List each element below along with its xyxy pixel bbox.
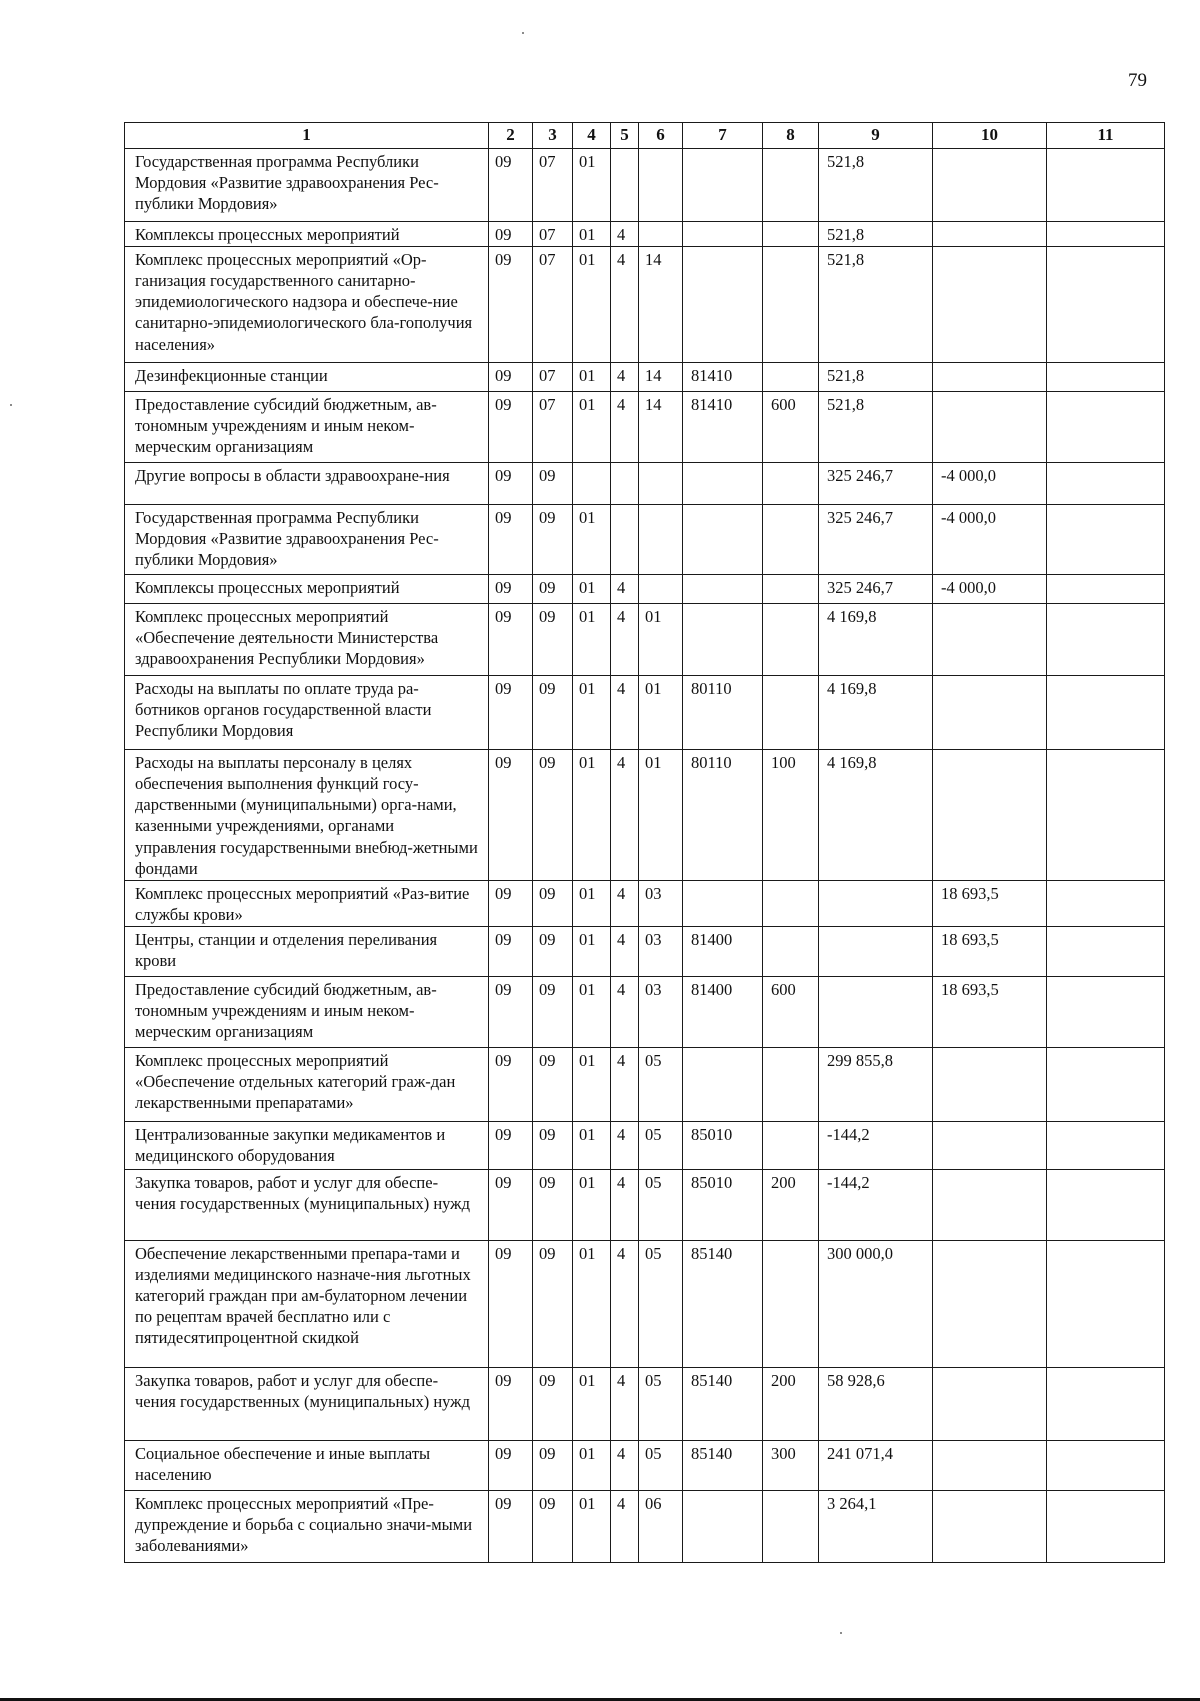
row-name-cell: Комплекс процессных мероприятий «Обеспечение деятельности Министерства здравоохранения Республики Мордовия» bbox=[125, 604, 489, 676]
extra-amount-cell bbox=[1047, 604, 1165, 676]
table-row bbox=[125, 1240, 1165, 1367]
type-code-cell: 4 bbox=[611, 392, 639, 463]
amount-cell: 4 169,8 bbox=[819, 676, 933, 750]
type-code-cell: 4 bbox=[611, 1240, 639, 1367]
amount-change-cell bbox=[933, 1240, 1047, 1367]
program-code-cell: 01 bbox=[573, 1047, 611, 1121]
row-name-cell: Центры, станции и отделения переливания крови bbox=[125, 926, 489, 976]
row-name-cell: Обеспечение лекарственными препара-тами и изделиями медицинского назначе-ния льготных категорий граждан при ам-булаторном лечении по рецептам врачей бесплатно или с пятидесятипроцентной скидкой bbox=[125, 1240, 489, 1367]
row-name-cell: Расходы на выплаты по оплате труда ра-ботников органов государственной власти Республики Мордовия bbox=[125, 676, 489, 750]
complex-code-cell bbox=[639, 575, 683, 604]
section-code-cell: 09 bbox=[489, 575, 533, 604]
subsection-code-cell: 09 bbox=[533, 575, 573, 604]
extra-amount-cell bbox=[1047, 149, 1165, 222]
expense-type-cell bbox=[763, 247, 819, 363]
amount-change-cell bbox=[933, 1169, 1047, 1240]
table-body bbox=[125, 149, 1165, 1563]
program-code-cell: 01 bbox=[573, 392, 611, 463]
row-name-cell: Предоставление субсидий бюджетным, ав-тономным учреждениям и иным неком-мерческим организациям bbox=[125, 392, 489, 463]
scan-speck bbox=[522, 32, 524, 34]
type-code-cell: 4 bbox=[611, 575, 639, 604]
program-code-cell: 01 bbox=[573, 676, 611, 750]
budget-table bbox=[124, 122, 1165, 1563]
extra-amount-cell bbox=[1047, 1240, 1165, 1367]
program-code-cell: 01 bbox=[573, 880, 611, 926]
subsection-code-cell: 09 bbox=[533, 1169, 573, 1240]
row-name-cell: Расходы на выплаты персоналу в целях обеспечения выполнения функций госу-дарственными (муниципальными) орга-нами, казенными учреждениями, органами управления государственными внебюд-жетными фондами bbox=[125, 750, 489, 881]
subsection-code-cell: 09 bbox=[533, 1121, 573, 1169]
subsection-code-cell: 09 bbox=[533, 676, 573, 750]
amount-cell: 4 169,8 bbox=[819, 604, 933, 676]
program-code-cell: 01 bbox=[573, 1121, 611, 1169]
scan-speck bbox=[10, 404, 12, 406]
column-header: 11 bbox=[1047, 123, 1165, 149]
direction-code-cell bbox=[683, 463, 763, 505]
amount-cell: -144,2 bbox=[819, 1169, 933, 1240]
direction-code-cell bbox=[683, 604, 763, 676]
amount-cell: 4 169,8 bbox=[819, 750, 933, 881]
section-code-cell: 09 bbox=[489, 926, 533, 976]
amount-change-cell bbox=[933, 604, 1047, 676]
extra-amount-cell bbox=[1047, 926, 1165, 976]
complex-code-cell bbox=[639, 463, 683, 505]
expense-type-cell: 200 bbox=[763, 1367, 819, 1440]
amount-change-cell bbox=[933, 149, 1047, 222]
complex-code-cell: 03 bbox=[639, 880, 683, 926]
section-code-cell: 09 bbox=[489, 505, 533, 575]
extra-amount-cell bbox=[1047, 1169, 1165, 1240]
amount-change-cell bbox=[933, 1047, 1047, 1121]
amount-change-cell: 18 693,5 bbox=[933, 926, 1047, 976]
type-code-cell: 4 bbox=[611, 1169, 639, 1240]
expense-type-cell bbox=[763, 676, 819, 750]
table-row bbox=[125, 1121, 1165, 1169]
subsection-code-cell: 09 bbox=[533, 1367, 573, 1440]
table-row bbox=[125, 976, 1165, 1047]
table-row bbox=[125, 604, 1165, 676]
direction-code-cell: 81400 bbox=[683, 926, 763, 976]
direction-code-cell: 85140 bbox=[683, 1240, 763, 1367]
amount-cell: 58 928,6 bbox=[819, 1367, 933, 1440]
row-name-cell: Комплекс процессных мероприятий «Раз-витие службы крови» bbox=[125, 880, 489, 926]
expense-type-cell: 600 bbox=[763, 976, 819, 1047]
row-name-cell: Социальное обеспечение и иные выплаты населению bbox=[125, 1440, 489, 1490]
amount-cell: 521,8 bbox=[819, 222, 933, 247]
type-code-cell: 4 bbox=[611, 880, 639, 926]
section-code-cell: 09 bbox=[489, 1169, 533, 1240]
direction-code-cell bbox=[683, 1047, 763, 1121]
program-code-cell: 01 bbox=[573, 247, 611, 363]
complex-code-cell bbox=[639, 222, 683, 247]
subsection-code-cell: 07 bbox=[533, 363, 573, 392]
direction-code-cell: 85010 bbox=[683, 1121, 763, 1169]
subsection-code-cell: 07 bbox=[533, 222, 573, 247]
expense-type-cell: 100 bbox=[763, 750, 819, 881]
subsection-code-cell: 09 bbox=[533, 1490, 573, 1562]
column-header: 2 bbox=[489, 123, 533, 149]
program-code-cell: 01 bbox=[573, 926, 611, 976]
type-code-cell: 4 bbox=[611, 1440, 639, 1490]
direction-code-cell bbox=[683, 575, 763, 604]
amount-change-cell bbox=[933, 1490, 1047, 1562]
section-code-cell: 09 bbox=[489, 976, 533, 1047]
expense-type-cell bbox=[763, 363, 819, 392]
amount-cell bbox=[819, 976, 933, 1047]
amount-cell: 325 246,7 bbox=[819, 463, 933, 505]
row-name-cell: Закупка товаров, работ и услуг для обеспе-чения государственных (муниципальных) нужд bbox=[125, 1367, 489, 1440]
type-code-cell: 4 bbox=[611, 604, 639, 676]
subsection-code-cell: 09 bbox=[533, 505, 573, 575]
direction-code-cell: 85140 bbox=[683, 1440, 763, 1490]
expense-type-cell: 600 bbox=[763, 392, 819, 463]
table-row bbox=[125, 750, 1165, 881]
extra-amount-cell bbox=[1047, 1367, 1165, 1440]
table-row bbox=[125, 149, 1165, 222]
section-code-cell: 09 bbox=[489, 1367, 533, 1440]
extra-amount-cell bbox=[1047, 880, 1165, 926]
complex-code-cell: 01 bbox=[639, 750, 683, 881]
direction-code-cell bbox=[683, 149, 763, 222]
column-header: 5 bbox=[611, 123, 639, 149]
section-code-cell: 09 bbox=[489, 247, 533, 363]
amount-change-cell: -4 000,0 bbox=[933, 463, 1047, 505]
extra-amount-cell bbox=[1047, 505, 1165, 575]
column-header: 4 bbox=[573, 123, 611, 149]
amount-cell: 3 264,1 bbox=[819, 1490, 933, 1562]
table-row bbox=[125, 880, 1165, 926]
program-code-cell: 01 bbox=[573, 1440, 611, 1490]
section-code-cell: 09 bbox=[489, 392, 533, 463]
column-header: 7 bbox=[683, 123, 763, 149]
column-header: 9 bbox=[819, 123, 933, 149]
section-code-cell: 09 bbox=[489, 363, 533, 392]
subsection-code-cell: 09 bbox=[533, 926, 573, 976]
scan-speck bbox=[840, 1632, 842, 1634]
program-code-cell: 01 bbox=[573, 750, 611, 881]
amount-change-cell bbox=[933, 363, 1047, 392]
subsection-code-cell: 09 bbox=[533, 750, 573, 881]
row-name-cell: Комплекс процессных мероприятий «Ор-ганизация государственного санитарно-эпидемиологического надзора и обеспече-ние санитарно-эпидемиологического бла-гополучия населения» bbox=[125, 247, 489, 363]
type-code-cell: 4 bbox=[611, 363, 639, 392]
subsection-code-cell: 07 bbox=[533, 247, 573, 363]
row-name-cell: Дезинфекционные станции bbox=[125, 363, 489, 392]
direction-code-cell: 81410 bbox=[683, 363, 763, 392]
table-row bbox=[125, 1169, 1165, 1240]
extra-amount-cell bbox=[1047, 575, 1165, 604]
section-code-cell: 09 bbox=[489, 1440, 533, 1490]
amount-change-cell bbox=[933, 676, 1047, 750]
complex-code-cell: 01 bbox=[639, 676, 683, 750]
extra-amount-cell bbox=[1047, 363, 1165, 392]
section-code-cell: 09 bbox=[489, 604, 533, 676]
complex-code-cell: 05 bbox=[639, 1440, 683, 1490]
direction-code-cell: 85010 bbox=[683, 1169, 763, 1240]
subsection-code-cell: 09 bbox=[533, 463, 573, 505]
table-row bbox=[125, 575, 1165, 604]
type-code-cell bbox=[611, 149, 639, 222]
table-row bbox=[125, 222, 1165, 247]
row-name-cell: Закупка товаров, работ и услуг для обеспе-чения государственных (муниципальных) нужд bbox=[125, 1169, 489, 1240]
subsection-code-cell: 09 bbox=[533, 880, 573, 926]
subsection-code-cell: 09 bbox=[533, 1047, 573, 1121]
expense-type-cell bbox=[763, 604, 819, 676]
expense-type-cell bbox=[763, 1047, 819, 1121]
program-code-cell: 01 bbox=[573, 505, 611, 575]
type-code-cell: 4 bbox=[611, 1121, 639, 1169]
amount-cell: 521,8 bbox=[819, 149, 933, 222]
section-code-cell: 09 bbox=[489, 676, 533, 750]
row-name-cell: Комплексы процессных мероприятий bbox=[125, 222, 489, 247]
extra-amount-cell bbox=[1047, 1047, 1165, 1121]
amount-change-cell: -4 000,0 bbox=[933, 505, 1047, 575]
subsection-code-cell: 09 bbox=[533, 604, 573, 676]
amount-cell: 300 000,0 bbox=[819, 1240, 933, 1367]
direction-code-cell: 81410 bbox=[683, 392, 763, 463]
amount-change-cell bbox=[933, 222, 1047, 247]
amount-cell: -144,2 bbox=[819, 1121, 933, 1169]
subsection-code-cell: 09 bbox=[533, 1440, 573, 1490]
amount-cell: 325 246,7 bbox=[819, 505, 933, 575]
expense-type-cell bbox=[763, 575, 819, 604]
expense-type-cell bbox=[763, 880, 819, 926]
direction-code-cell: 81400 bbox=[683, 976, 763, 1047]
section-code-cell: 09 bbox=[489, 1121, 533, 1169]
program-code-cell: 01 bbox=[573, 363, 611, 392]
row-name-cell: Комплекс процессных мероприятий «Обеспечение отдельных категорий граж-дан лекарственными препаратами» bbox=[125, 1047, 489, 1121]
column-header: 10 bbox=[933, 123, 1047, 149]
program-code-cell: 01 bbox=[573, 1169, 611, 1240]
program-code-cell: 01 bbox=[573, 976, 611, 1047]
table-row bbox=[125, 1047, 1165, 1121]
section-code-cell: 09 bbox=[489, 750, 533, 881]
complex-code-cell bbox=[639, 505, 683, 575]
complex-code-cell: 05 bbox=[639, 1367, 683, 1440]
program-code-cell: 01 bbox=[573, 1240, 611, 1367]
row-name-cell: Комплексы процессных мероприятий bbox=[125, 575, 489, 604]
amount-change-cell bbox=[933, 1440, 1047, 1490]
complex-code-cell: 14 bbox=[639, 247, 683, 363]
direction-code-cell bbox=[683, 222, 763, 247]
program-code-cell: 01 bbox=[573, 222, 611, 247]
amount-change-cell: 18 693,5 bbox=[933, 976, 1047, 1047]
extra-amount-cell bbox=[1047, 976, 1165, 1047]
column-header: 3 bbox=[533, 123, 573, 149]
table-row bbox=[125, 1367, 1165, 1440]
complex-code-cell: 05 bbox=[639, 1169, 683, 1240]
amount-cell bbox=[819, 926, 933, 976]
subsection-code-cell: 07 bbox=[533, 392, 573, 463]
extra-amount-cell bbox=[1047, 247, 1165, 363]
table-row bbox=[125, 505, 1165, 575]
section-code-cell: 09 bbox=[489, 1240, 533, 1367]
row-name-cell: Государственная программа Республики Мордовия «Развитие здравоохранения Рес-публики Мордовия» bbox=[125, 149, 489, 222]
extra-amount-cell bbox=[1047, 1440, 1165, 1490]
expense-type-cell bbox=[763, 1240, 819, 1367]
row-name-cell: Централизованные закупки медикаментов и медицинского оборудования bbox=[125, 1121, 489, 1169]
row-name-cell: Комплекс процессных мероприятий «Пре-дупреждение и борьба с социально значи-мыми заболеваниями» bbox=[125, 1490, 489, 1562]
direction-code-cell: 80110 bbox=[683, 750, 763, 881]
subsection-code-cell: 07 bbox=[533, 149, 573, 222]
amount-cell: 241 071,4 bbox=[819, 1440, 933, 1490]
complex-code-cell: 05 bbox=[639, 1240, 683, 1367]
column-header: 1 bbox=[125, 123, 489, 149]
type-code-cell: 4 bbox=[611, 976, 639, 1047]
extra-amount-cell bbox=[1047, 676, 1165, 750]
type-code-cell: 4 bbox=[611, 1490, 639, 1562]
amount-cell: 521,8 bbox=[819, 247, 933, 363]
expense-type-cell bbox=[763, 1490, 819, 1562]
complex-code-cell: 14 bbox=[639, 392, 683, 463]
amount-cell bbox=[819, 880, 933, 926]
program-code-cell bbox=[573, 463, 611, 505]
program-code-cell: 01 bbox=[573, 575, 611, 604]
extra-amount-cell bbox=[1047, 1121, 1165, 1169]
amount-change-cell bbox=[933, 1121, 1047, 1169]
program-code-cell: 01 bbox=[573, 1367, 611, 1440]
complex-code-cell: 14 bbox=[639, 363, 683, 392]
section-code-cell: 09 bbox=[489, 1047, 533, 1121]
direction-code-cell bbox=[683, 880, 763, 926]
direction-code-cell bbox=[683, 505, 763, 575]
amount-change-cell bbox=[933, 247, 1047, 363]
row-name-cell: Предоставление субсидий бюджетным, ав-тономным учреждениям и иным неком-мерческим организациям bbox=[125, 976, 489, 1047]
expense-type-cell bbox=[763, 505, 819, 575]
amount-cell: 325 246,7 bbox=[819, 575, 933, 604]
expense-type-cell bbox=[763, 149, 819, 222]
column-header: 6 bbox=[639, 123, 683, 149]
amount-change-cell bbox=[933, 1367, 1047, 1440]
section-code-cell: 09 bbox=[489, 222, 533, 247]
table-row bbox=[125, 1440, 1165, 1490]
amount-cell: 521,8 bbox=[819, 392, 933, 463]
direction-code-cell bbox=[683, 1490, 763, 1562]
amount-cell: 521,8 bbox=[819, 363, 933, 392]
table-row bbox=[125, 676, 1165, 750]
extra-amount-cell bbox=[1047, 463, 1165, 505]
type-code-cell bbox=[611, 505, 639, 575]
complex-code-cell: 03 bbox=[639, 976, 683, 1047]
amount-change-cell: -4 000,0 bbox=[933, 575, 1047, 604]
table-row bbox=[125, 1490, 1165, 1562]
column-header: 8 bbox=[763, 123, 819, 149]
direction-code-cell bbox=[683, 247, 763, 363]
type-code-cell: 4 bbox=[611, 222, 639, 247]
complex-code-cell: 03 bbox=[639, 926, 683, 976]
type-code-cell: 4 bbox=[611, 247, 639, 363]
section-code-cell: 09 bbox=[489, 463, 533, 505]
expense-type-cell: 300 bbox=[763, 1440, 819, 1490]
amount-change-cell bbox=[933, 750, 1047, 881]
table-row bbox=[125, 463, 1165, 505]
direction-code-cell: 80110 bbox=[683, 676, 763, 750]
type-code-cell: 4 bbox=[611, 676, 639, 750]
subsection-code-cell: 09 bbox=[533, 976, 573, 1047]
extra-amount-cell bbox=[1047, 222, 1165, 247]
complex-code-cell: 05 bbox=[639, 1047, 683, 1121]
table-row bbox=[125, 247, 1165, 363]
complex-code-cell: 01 bbox=[639, 604, 683, 676]
type-code-cell: 4 bbox=[611, 1367, 639, 1440]
direction-code-cell: 85140 bbox=[683, 1367, 763, 1440]
section-code-cell: 09 bbox=[489, 149, 533, 222]
table-row bbox=[125, 363, 1165, 392]
row-name-cell: Другие вопросы в области здравоохране-ния bbox=[125, 463, 489, 505]
amount-cell: 299 855,8 bbox=[819, 1047, 933, 1121]
extra-amount-cell bbox=[1047, 750, 1165, 881]
complex-code-cell bbox=[639, 149, 683, 222]
extra-amount-cell bbox=[1047, 392, 1165, 463]
table-row bbox=[125, 392, 1165, 463]
expense-type-cell bbox=[763, 926, 819, 976]
expense-type-cell bbox=[763, 1121, 819, 1169]
type-code-cell: 4 bbox=[611, 750, 639, 881]
table-row bbox=[125, 926, 1165, 976]
row-name-cell: Государственная программа Республики Мордовия «Развитие здравоохранения Рес-публики Мордовия» bbox=[125, 505, 489, 575]
program-code-cell: 01 bbox=[573, 604, 611, 676]
complex-code-cell: 05 bbox=[639, 1121, 683, 1169]
type-code-cell bbox=[611, 463, 639, 505]
expense-type-cell: 200 bbox=[763, 1169, 819, 1240]
program-code-cell: 01 bbox=[573, 149, 611, 222]
section-code-cell: 09 bbox=[489, 880, 533, 926]
complex-code-cell: 06 bbox=[639, 1490, 683, 1562]
program-code-cell: 01 bbox=[573, 1490, 611, 1562]
page-number: 79 bbox=[1128, 70, 1147, 91]
section-code-cell: 09 bbox=[489, 1490, 533, 1562]
header-row bbox=[125, 123, 1165, 149]
type-code-cell: 4 bbox=[611, 1047, 639, 1121]
subsection-code-cell: 09 bbox=[533, 1240, 573, 1367]
type-code-cell: 4 bbox=[611, 926, 639, 976]
expense-type-cell bbox=[763, 463, 819, 505]
extra-amount-cell bbox=[1047, 1490, 1165, 1562]
expense-type-cell bbox=[763, 222, 819, 247]
amount-change-cell bbox=[933, 392, 1047, 463]
amount-change-cell: 18 693,5 bbox=[933, 880, 1047, 926]
